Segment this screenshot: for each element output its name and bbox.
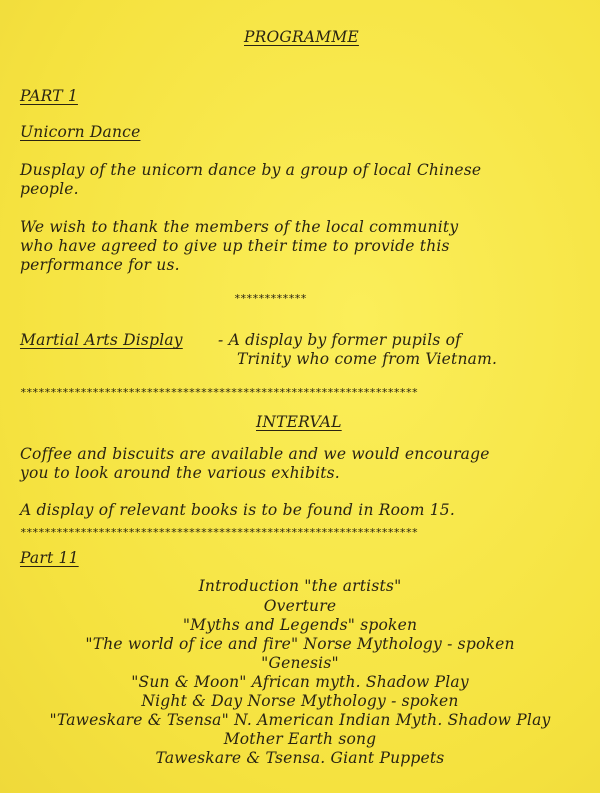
part2-item: Taweskare & Tsensa. Giant Puppets — [155, 749, 445, 767]
short-divider: ************ — [234, 292, 307, 305]
interval-line-1: Coffee and biscuits are available and we would encourage — [20, 445, 490, 463]
books-line: A display of relevant books is to be found in Room 15. — [20, 501, 455, 519]
part2-item: Mother Earth song — [223, 730, 377, 748]
part2-item: "Myths and Legends" spoken — [182, 616, 418, 634]
part2-item: Overture — [263, 597, 337, 615]
part2-item: Night & Day Norse Mythology - spoken — [141, 692, 459, 710]
unicorn-dance-title: Unicorn Dance — [20, 123, 141, 141]
part2-heading: Part 11 — [20, 549, 79, 567]
long-divider-2: ****************************************************************** — [20, 526, 418, 539]
martial-arts-desc-2: Trinity who come from Vietnam. — [237, 350, 498, 368]
martial-arts-desc-1: - A display by former pupils of — [218, 331, 462, 349]
long-divider-1: ****************************************************************** — [20, 386, 418, 399]
part2-item: "Genesis" — [261, 654, 339, 672]
part2-item: "Taweskare & Tsensa" N. American Indian Myth. Shadow Play — [49, 711, 551, 729]
programme-title: PROGRAMME — [244, 28, 359, 46]
thanks-line-2: who have agreed to give up their time to provide this — [20, 237, 450, 255]
unicorn-desc-line-1: Dusplay of the unicorn dance by a group of local Chinese — [20, 161, 482, 179]
part2-item: "Sun & Moon" African myth. Shadow Play — [131, 673, 469, 691]
part1-heading: PART 1 — [20, 87, 78, 105]
interval-line-2: you to look around the various exhibits. — [20, 464, 340, 482]
part2-item: "The world of ice and fire" Norse Mythology - spoken — [85, 635, 515, 653]
thanks-line-1: We wish to thank the members of the local community — [20, 218, 459, 236]
martial-arts-title: Martial Arts Display — [20, 331, 183, 349]
part2-item: Introduction "the artists" — [198, 577, 402, 595]
interval-heading: INTERVAL — [256, 413, 342, 431]
unicorn-desc-line-2: people. — [20, 180, 79, 198]
thanks-line-3: performance for us. — [20, 256, 180, 274]
